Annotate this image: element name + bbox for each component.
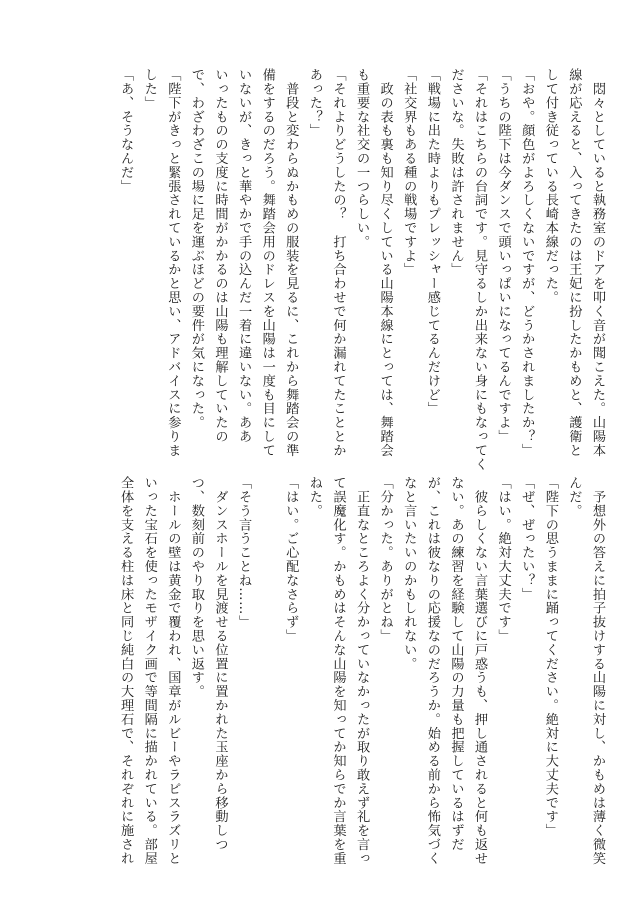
text-line: なと言いたいのかもしれない。 <box>401 476 417 671</box>
text-line: ねた。 <box>306 476 322 518</box>
text-line: いったものの支度に時間がかかるのは山陽も理解していたの <box>212 68 228 444</box>
text-line: 予想外の答えに拍子抜けする山陽に対し、かもめは薄く微笑 <box>590 476 605 866</box>
text-line: 「ぜ、ぜったい？」 <box>519 476 535 602</box>
text-line: 「それよりどうしたの？ 打ち合わせで何か漏れてたこととか <box>330 68 346 458</box>
text-line: が、これは彼なりの応援なのだろうか。始める前から怖気づく <box>424 476 440 866</box>
upper-text-block <box>114 68 609 472</box>
text-line: ホールの壁は黄金で覆われ、国章がルビーやラピスラズリと <box>165 476 181 866</box>
text-line: 普段と変わらぬかもめの服装を見るに、これから舞踏会の準 <box>283 68 299 458</box>
text-line: 全体を支える柱は床と同じ純白の大理石で、それぞれに施され <box>118 476 134 866</box>
text-line: 「それはこちらの台詞です。見守るしか出来ない身にもなってく <box>472 68 488 472</box>
text-line: して付き従っている長崎本線だった。 <box>542 68 558 305</box>
text-line: 線が応えると、入ってきたのは王妃に扮したかもめと、護衛と <box>566 68 582 458</box>
text-line: 備をするのだろう。舞踏会用のドレスを山陽は一度も目にして <box>259 68 275 458</box>
text-line: 「陛下の思うままに踊ってください。絶対に大丈夫です」 <box>542 476 558 838</box>
text-line: も重要な社交の一つらしい。 <box>354 68 370 249</box>
text-line: 「はい。ご心配なさらず」 <box>283 476 299 643</box>
text-line: 「分かった。ありがとね」 <box>377 476 393 643</box>
text-line: 「社交界もある種の戦場ですよ」 <box>401 68 417 277</box>
text-line: 「はい。絶対大丈夫です」 <box>495 476 511 643</box>
text-line: ダンスホールを見渡せる位置に置かれた玉座から移動しつ <box>212 476 228 852</box>
text-line: 「おや。顔色がよろしくないですが、どうかされましたか？」 <box>519 68 535 458</box>
text-line: いないが、きっと華やかで手の込んだ一着に違いない。ああ <box>236 68 252 444</box>
text-line: 「うちの陛下は今ダンスで頭いっぱいになってるんですよ」 <box>495 68 511 444</box>
text-line: 「戦場に出た時よりもプレッシャー感じてるんだけど」 <box>424 68 440 416</box>
text-line: ない。あの練習を経験して山陽の力量も把握しているはずだ <box>448 476 464 852</box>
text-line: 政の表も裏も知り尽くしている山陽本線にとっては、舞踏会 <box>377 68 393 458</box>
text-line: て誤魔化す。かもめはそんな山陽を知ってか知らでか言葉を重 <box>330 476 346 866</box>
text-line: 「あ、そうなんだ」 <box>118 68 134 194</box>
text-line: あった？」 <box>306 68 322 138</box>
text-line: した」 <box>141 68 157 110</box>
text-line: いった宝石を使ったモザイク画で等間隔に描かれている。部屋 <box>141 476 157 866</box>
text-line: つ、数刻前のやり取りを思い返す。 <box>188 476 204 699</box>
text-line: ださいな。失敗は許されません」 <box>448 68 464 277</box>
text-line: 悶々としていると執務室のドアを叩く音が聞こえた。山陽本 <box>590 68 605 458</box>
lower-text-block <box>114 476 609 866</box>
text-line <box>255 476 279 846</box>
text-line: 正直なところよく分かっていなかったが取り敢えず礼を言っ <box>354 476 370 866</box>
text-line: 「陛下がきっと緊張されているかと思い、アドバイスに参りま <box>165 68 181 458</box>
text-line: 「そう言うことね……」 <box>236 476 252 629</box>
text-line: で、わざわざこの場に足を運ぶほどの要件が気になった。 <box>188 68 204 430</box>
text-line: んだ。 <box>566 476 582 518</box>
text-line: 彼らしくない言葉選びに戸惑うも、押し通されると何も返せ <box>472 476 488 866</box>
